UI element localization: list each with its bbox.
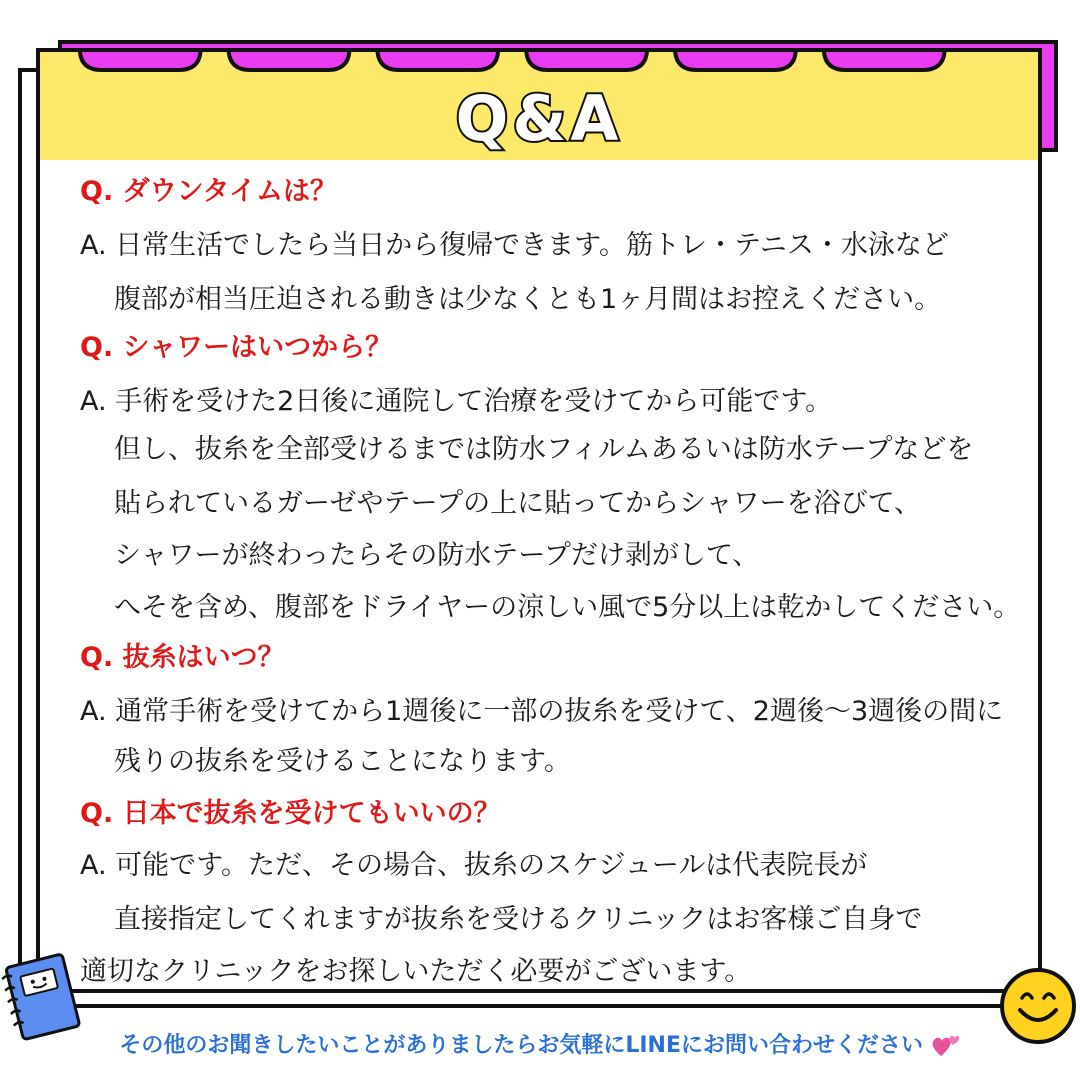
answer-3-line-1: A. 通常手術を受けてから1週後に一部の抜糸を受けて、2週後～3週後の間に [80, 696, 1004, 727]
answer-2-line-3: 貼られているガーゼやテープの上に貼ってからシャワーを浴びて、 [114, 488, 922, 519]
question-3: Q. 抜糸はいつ？ [80, 642, 285, 673]
answer-2-line-5: へそを含め、腹部をドライヤーの涼しい風で5分以上は乾かしてください。 [114, 592, 1021, 623]
answer-2-line-4: シャワーが終わったらその防水テープだけ剥がして、 [114, 540, 760, 571]
answer-1-line-2: 腹部が相当圧迫される動きは少なくとも1ヶ月間はお控えください。 [114, 284, 942, 315]
page-title: Q&A [455, 82, 623, 155]
sheet-header [40, 52, 1038, 160]
question-1: Q. ダウンタイムは？ [80, 176, 337, 207]
answer-4-line-2: 直接指定してくれますが抜糸を受けるクリニックはお客様ご自身で [114, 904, 923, 935]
answer-1-line-1: A. 日常生活でしたら当日から復帰できます。筋トレ・テニス・水泳など [80, 230, 949, 261]
answer-4-line-1: A. 可能です。ただ、その場合、抜糸のスケジュールは代表院長が [80, 850, 868, 881]
question-4: Q. 日本で抜糸を受けてもいいの？ [80, 798, 501, 829]
binder-tabs [40, 48, 1038, 76]
question-2: Q. シャワーはいつから？ [80, 332, 393, 363]
footer-message [0, 1028, 1080, 1059]
answer-2-line-1: A. 手術を受けた2日後に通院して治療を受けてから可能です。 [80, 386, 833, 417]
footer-text: その他のお聞きしたいことがありましたらお気軽にLINEにお問い合わせください [119, 1033, 923, 1058]
answer-2-line-2: 但し、抜糸を全部受けるまでは防水フィルムあるいは防水テープなどを [114, 434, 974, 465]
answer-3-line-2: 残りの抜糸を受けることになります。 [114, 746, 571, 777]
two-hearts-icon [931, 1033, 961, 1059]
answer-4-line-3: 適切なクリニックをお探しいただく必要がございます。 [80, 956, 752, 987]
